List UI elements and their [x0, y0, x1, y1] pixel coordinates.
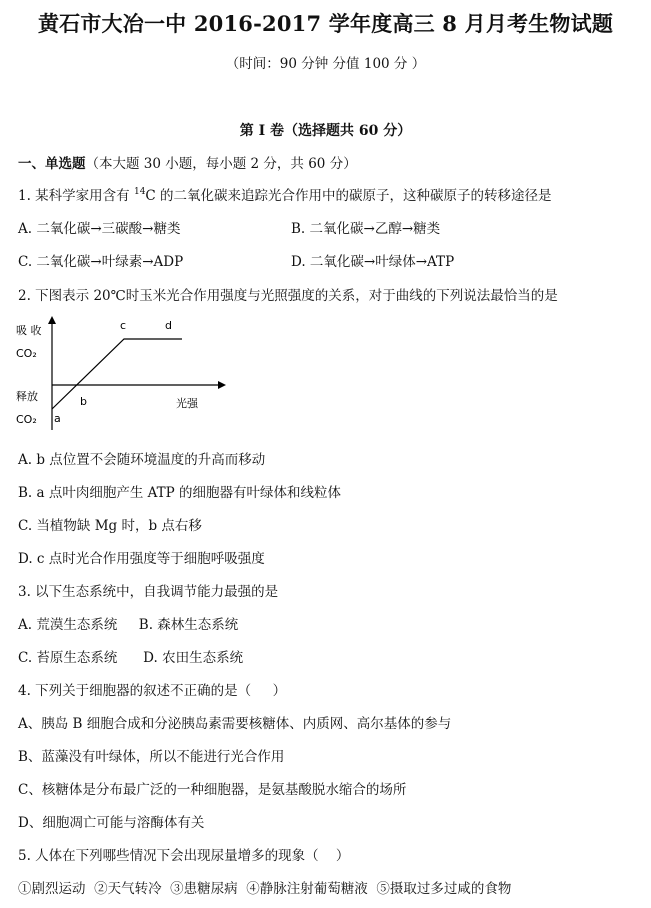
- q2-option-a: A. b 点位置不会随环境温度的升高而移动: [18, 452, 266, 468]
- q2-option-c: C. 当植物缺 Mg 时，b 点右移: [18, 518, 202, 534]
- x-axis-label: 光强: [176, 397, 198, 410]
- q3-options-cd: C. 苔原生态系统 D. 农田生态系统: [18, 650, 244, 666]
- point-d-label: d: [165, 319, 172, 332]
- q2-option-b: B. a 点叶肉细胞产生 ATP 的细胞器有叶绿体和线粒体: [18, 485, 342, 501]
- q1-option-d: D. 二氧化碳→叶绿体→ATP: [291, 254, 455, 270]
- q1-isotope: 14: [133, 187, 146, 197]
- section-title: 第 I 卷（选择题共 60 分）: [239, 123, 412, 139]
- q5-stem: 5. 人体在下列哪些情况下会出现尿量增多的现象（ ）: [18, 848, 350, 864]
- q1-stem: [18, 184, 552, 204]
- q4-option-b: B、蓝藻没有叶绿体，所以不能进行光合作用: [18, 749, 285, 765]
- q4-option-d: D、细胞凋亡可能与溶酶体有关: [18, 815, 205, 831]
- q2-option-d: D. c 点时光合作用强度等于细胞呼吸强度: [18, 551, 265, 567]
- part-note: （本大题 30 小题，每小题 2 分，共 60 分）: [85, 156, 357, 172]
- q1-stem-after: C 的二氧化碳来追踪光合作用中的碳原子，这种碳原子的转移途径是: [145, 188, 552, 204]
- photosynthesis-curve: [52, 339, 182, 409]
- q3-stem: 3. 以下生态系统中，自我调节能力最强的是: [18, 584, 279, 600]
- release-co2-label: CO₂: [16, 413, 37, 426]
- q4-option-a: A、胰岛 B 细胞合成和分泌胰岛素需要核糖体、内质网、高尔基体的参与: [18, 716, 452, 732]
- absorb-co2-label: CO₂: [16, 347, 37, 360]
- q3-options-ab: A. 荒漠生态系统 B. 森林生态系统: [18, 617, 239, 633]
- release-label: 释放: [16, 390, 38, 403]
- q2-graph: [14, 314, 244, 434]
- point-a-label: a: [54, 412, 61, 425]
- q1-option-c: C. 二氧化碳→叶绿素→ADP: [18, 254, 184, 270]
- q5-options: ①剧烈运动 ②天气转冷 ③患糖尿病 ④静脉注射葡萄糖液 ⑤摄取过多过咸的食物: [18, 881, 512, 897]
- q1-stem-before: 1. 某科学家用含有: [18, 188, 134, 204]
- absorb-label: 吸 收: [16, 324, 42, 337]
- q1-option-b: B. 二氧化碳→乙醇→糖类: [291, 221, 441, 237]
- exam-subtitle: （时间：90 分钟 分值 100 分 ）: [225, 56, 426, 72]
- q4-option-c: C、核糖体是分布最广泛的一种细胞器，是氨基酸脱水缩合的场所: [18, 782, 407, 798]
- q1-option-a: A. 二氧化碳→三碳酸→糖类: [18, 221, 181, 237]
- point-c-label: c: [120, 319, 127, 332]
- x-axis-arrow: [218, 381, 226, 389]
- q4-stem: 4. 下列关于细胞器的叙述不正确的是（ ）: [18, 683, 287, 699]
- q2-stem: 2. 下图表示 20℃时玉米光合作用强度与光照强度的关系，对于曲线的下列说法最恰当的是: [18, 288, 558, 304]
- exam-title: 黄石市大冶一中 2016-2017 学年度高三 8 月月考生物试题: [37, 11, 614, 36]
- y-axis-arrow: [48, 316, 56, 324]
- part-heading: [18, 152, 357, 172]
- point-b-label: b: [80, 395, 87, 408]
- part-title: 一、单选题: [18, 156, 86, 172]
